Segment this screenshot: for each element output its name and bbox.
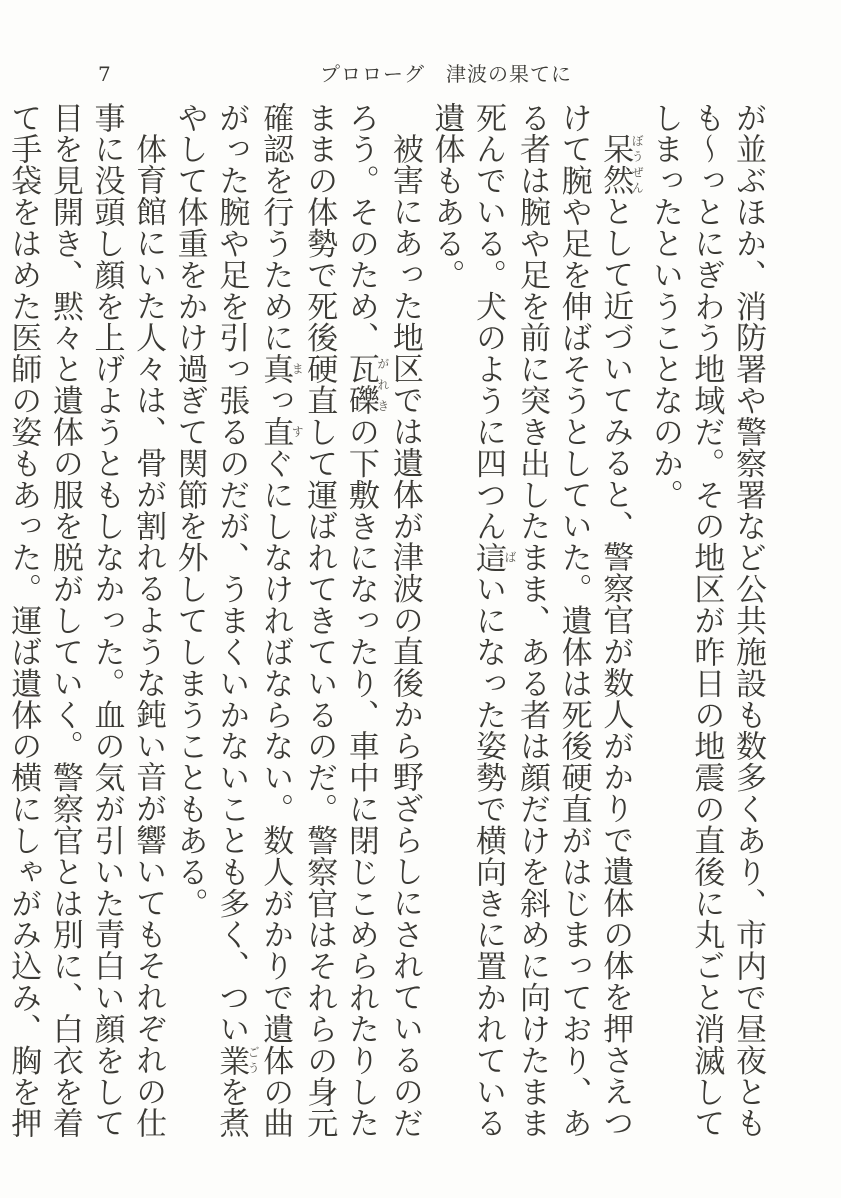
furigana: ま: [290, 353, 305, 385]
body-text: [5, 102, 768, 1162]
ruby-annotated-word: [342, 353, 390, 417]
text-run: が並ぶほか、消防署や警察署など公共施設も数多くあり、市内で昼夜ともも〜っとにぎわう地域だ。その地区が昨日の地震の直後に丸ごと消滅してしまったということなのか。: [646, 102, 766, 1139]
paragraph: [0, 102, 168, 1162]
ruby-base: 這: [470, 541, 507, 574]
text-run: の下敷きになったり、車中に閉じこめられたりしたままの体勢で死後硬直して運ばれてきているのだ。警察官はそれらの身元確認を行うために: [257, 102, 379, 1139]
running-header: プロローグ 津波の果てに: [320, 62, 572, 86]
text-run: を煮やして体重をかけ過ぎて関節を外してしまうこともある。: [171, 102, 250, 1139]
ruby-base: 直: [257, 416, 294, 448]
ruby-annotated-word: [257, 353, 305, 385]
text-run: っ: [257, 384, 294, 417]
furigana: す: [290, 416, 305, 448]
text-run: として近づいてみると、警察官が数人がかりで遺体の体を押さえつけて腕や足を伸ばそうとしていた。遺体は死後硬直がはじまっており、ある者は腕や足を前に突き出したまま、ある者は顔だけを斜めに向けたまま死んでいる。犬のように四つん: [470, 102, 634, 1139]
paragraph: [168, 102, 425, 1162]
furigana: がれき: [375, 353, 390, 417]
ruby-base: 呆然: [597, 133, 634, 196]
ruby-base: 業: [213, 1044, 250, 1077]
ruby-base: 真: [257, 353, 294, 385]
text-run: いになった姿勢で横向きに置かれている遺体もある。: [428, 102, 507, 1139]
ruby-annotated-word: [213, 1044, 261, 1077]
furigana: ごう: [246, 1044, 261, 1077]
furigana: ぼうぜん: [630, 133, 645, 196]
text-run: ぐにしなければならない。数人がかりで遺体の曲がった腕や足を引っ張るのだが、うまくいかないことも多く、つい: [213, 102, 294, 1139]
furigana: ば: [503, 541, 518, 574]
ruby-base: 瓦礫: [342, 353, 379, 417]
paragraph: [643, 102, 768, 1162]
page-number: 7: [98, 62, 111, 86]
ruby-annotated-word: [257, 416, 305, 448]
text-run: 被害にあった地区では遺体が津波の直後から野ざらしにされているのだろう。そのため、: [342, 102, 423, 1139]
ruby-annotated-word: [597, 133, 645, 196]
ruby-annotated-word: [470, 541, 518, 574]
paragraph: [425, 102, 643, 1162]
text-run: 体育館にいた人々は、骨が割れるような鈍い音が響いてもそれぞれの仕事に没頭し顔を上げようともしなかった。血の気が引いた青白い顔をして目を見開き、黙々と遺体の服を脱がしていく。警察官とは別に、白衣を着て手袋をはめた医師の姿もあった。運ば遺体の横にしゃがみ込み、胸を押: [5, 102, 167, 1139]
